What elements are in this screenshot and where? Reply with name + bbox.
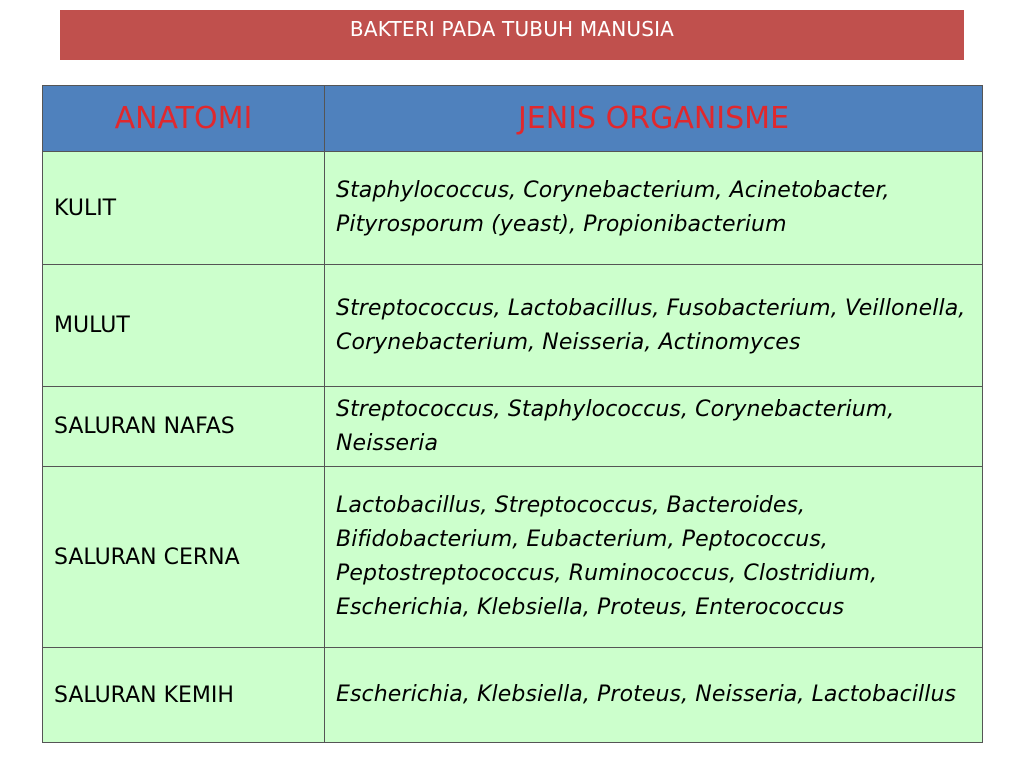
organisme-cell: Staphylococcus, Corynebacterium, Acinetobacter, Pityrosporum (yeast), Propionibacterium <box>325 152 983 265</box>
table-row <box>43 648 983 743</box>
table-row <box>43 152 983 265</box>
bacteria-table <box>42 85 983 743</box>
anatomi-cell: SALURAN KEMIH <box>43 648 325 743</box>
anatomi-cell: MULUT <box>43 265 325 387</box>
organisme-cell: Escherichia, Klebsiella, Proteus, Neisseria, Lactobacillus <box>325 648 983 743</box>
organisme-cell: Lactobacillus, Streptococcus, Bacteroides, Bifidobacterium, Eubacterium, Peptococcus, Peptostreptococcus, Ruminococcus, Clostridium, Escherichia, Klebsiella, Proteus, Enterococcus <box>325 467 983 648</box>
table-row <box>43 387 983 467</box>
table-row <box>43 467 983 648</box>
anatomi-cell: SALURAN CERNA <box>43 467 325 648</box>
slide-title: BAKTERI PADA TUBUH MANUSIA <box>349 17 675 41</box>
organisme-cell: Streptococcus, Staphylococcus, Corynebacterium, Neisseria <box>325 387 983 467</box>
slide-title-bar <box>60 10 964 60</box>
anatomi-cell: KULIT <box>43 152 325 265</box>
header-jenis-organisme: JENIS ORGANISME <box>325 86 983 152</box>
organisme-cell: Streptococcus, Lactobacillus, Fusobacterium, Veillonella, Corynebacterium, Neisseria, Actinomyces <box>325 265 983 387</box>
table-row <box>43 265 983 387</box>
header-anatomi: ANATOMI <box>43 86 325 152</box>
table-header-row <box>43 86 983 152</box>
anatomi-cell: SALURAN NAFAS <box>43 387 325 467</box>
